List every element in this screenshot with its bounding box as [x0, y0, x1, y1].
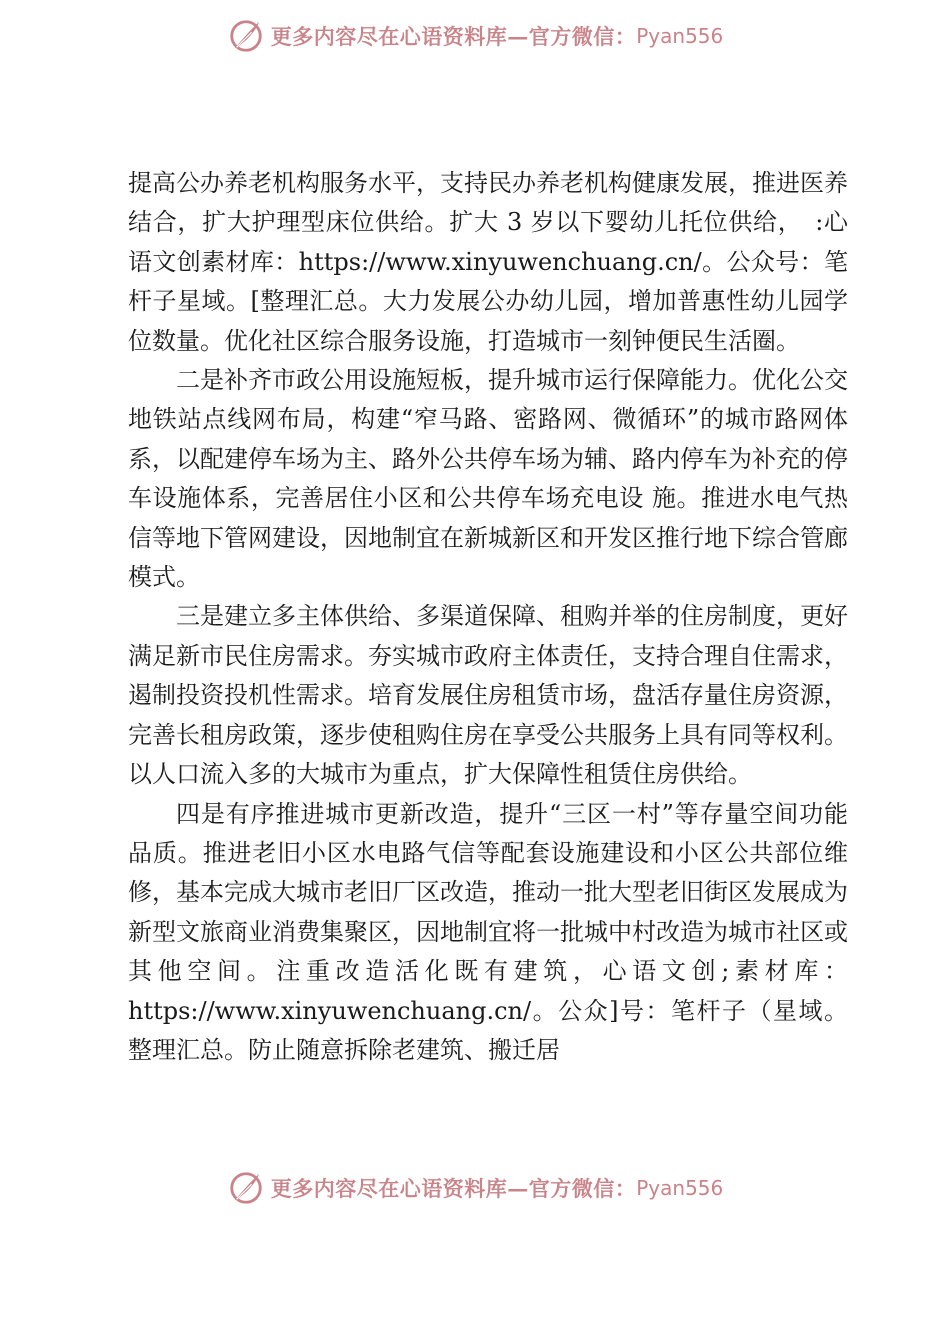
header-watermark-contact: Pyan556: [636, 24, 724, 48]
quill-logo-icon: [227, 17, 265, 55]
paragraph-3: 三是建立多主体供给、多渠道保障、租购并举的住房制度，更好满足新市民住房需求。夯实城市政府主体责任，支持合理自住需求，遏制投资投机性需求。培育发展住房租赁市场，盘活存量住房资源，完善长租房政策，逐步使租购住房在享受公共服务上具有同等权利。以人口流入多的大城市为重点，扩大保障性租赁住房供给。: [128, 602, 848, 789]
quill-logo-icon: [227, 1169, 265, 1207]
footer-watermark: [0, 1168, 950, 1208]
header-watermark: [0, 16, 950, 56]
header-watermark-text: 更多内容尽在心语资料库—官方微信：: [270, 24, 637, 49]
document-body: [128, 164, 848, 1070]
footer-watermark-text: 更多内容尽在心语资料库—官方微信：: [270, 1176, 637, 1201]
paragraph-2: 二是补齐市政公用设施短板，提升城市运行保障能力。优化公交地铁站点线网布局，构建“窄马路、密路网、微循环”的城市路网体系，以配建停车场为主、路外公共停车场为辅、路内停车为补充的停车设施体系，完善居住小区和公共停车场充电设 施。推进水电气热信等地下管网建设，因地制宜在新城新区和开发区推行地下综合管廊模式。: [128, 366, 848, 592]
footer-watermark-contact: Pyan556: [636, 1176, 724, 1200]
paragraph-4: 四是有序推进城市更新改造，提升“三区一村”等存量空间功能品质。推进老旧小区水电路气信等配套设施建设和小区公共部位维修，基本完成大城市老旧厂区改造，推动一批大型老旧街区发展成为新型文旅商业消费集聚区，因地制宜将一批城中村改造为城市社区或其他空间。注重改造活化既有建筑，心语文创;素材库：https://www.xinyuwenchuang.cn/。公众]号：笔杆子（星域。整理汇总。防止随意拆除老建筑、搬迁居: [128, 799, 848, 1064]
paragraph-1: 提高公办养老机构服务水平，支持民办养老机构健康发展，推进医养结合，扩大护理型床位供给。扩大 3 岁以下婴幼儿托位供给， :心语文创素材库：https://www.xinyuwenchuang.cn/。公众号：笔杆子星域。[整理汇总。大力发展公办幼儿园，增加普惠性幼儿园学位数量。优化社区综合服务设施，打造城市一刻钟便民生活圈。: [128, 169, 848, 355]
